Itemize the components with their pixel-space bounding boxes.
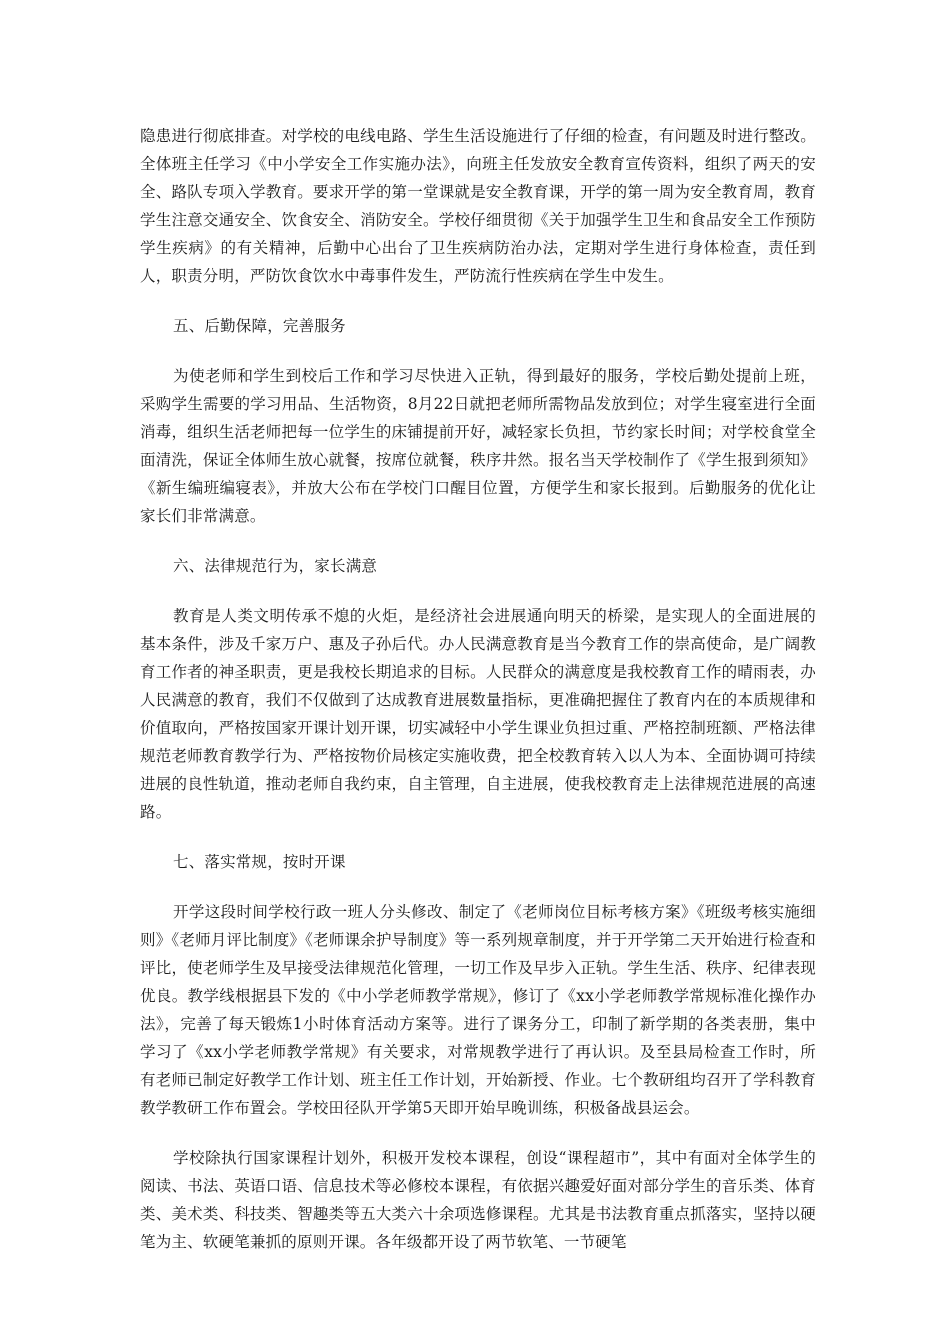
section-heading-legal-norms: 六、法律规范行为，家长满意 <box>173 557 378 575</box>
paragraph-curriculum: 学校除执行国家课程计划外，积极开发校本课程，创设“课程超市”，其中有面对全体学生的阅读、书法、英语口语、信息技术等必修校本课程，有依据兴趣爱好面对部分学生的音乐类、体育类、美术类、科技类、智趣类等五大类六十余项选修课程。尤其是书法教育重点抓落实，坚持以硬笔为主、软硬笔兼抓的原则开课。各年级都开设了两节软笔、一节硬笔 <box>140 1149 816 1251</box>
document-page <box>140 122 816 1256</box>
paragraph-safety-check: 隐患进行彻底排查。对学校的电线电路、学生生活设施进行了仔细的检查，有问题及时进行整改。全体班主任学习《中小学安全工作实施办法》，向班主任发放安全教育宣传资料，组织了两天的安全、路队专项入学教育。要求开学的第一堂课就是安全教育课，开学的第一周为安全教育周，教育学生注意交通安全、饮食安全、消防安全。学校仔细贯彻《关于加强学生卫生和食品安全工作预防学生疾病》的有关精神，后勤中心出台了卫生疾病防治办法，定期对学生进行身体检查，责任到人，职责分明，严防饮食饮水中毒事件发生，严防流行性疾病在学生中发生。 <box>140 127 816 285</box>
section-heading-routine: 七、落实常规，按时开课 <box>173 853 346 871</box>
paragraph-logistics: 为使老师和学生到校后工作和学习尽快进入正轨，得到最好的服务，学校后勤处提前上班，采购学生需要的学习用品、生活物资，8月22日就把老师所需物品发放到位；对学生寝室进行全面消毒，组织生活老师把每一位学生的床铺提前开好，减轻家长负担，节约家长时间；对学校食堂全面清洗，保证全体师生放心就餐，按席位就餐，秩序井然。报名当天学校制作了《学生报到须知》《新生编班编寝表》，并放大公布在学校门口醒目位置，方便学生和家长报到。后勤服务的优化让家长们非常满意。 <box>140 367 816 525</box>
paragraph-legal-norms: 教育是人类文明传承不熄的火炬，是经济社会进展通向明天的桥梁，是实现人的全面进展的基本条件，涉及千家万户、惠及子孙后代。办人民满意教育是当今教育工作的崇高使命，是广阔教育工作者的神圣职责，更是我校长期追求的目标。人民群众的满意度是我校教育工作的晴雨表，办人民满意的教育，我们不仅做到了达成教育进展数量指标，更准确把握住了教育内在的本质规律和价值取向，严格按国家开课计划开课，切实减轻中小学生课业负担过重、严格控制班额、严格法律规范老师教育教学行为、严格按物价局核定实施收费，把全校教育转入以人为本、全面协调可持续进展的良性轨道，推动老师自我约束，自主管理，自主进展，使我校教育走上法律规范进展的高速路。 <box>140 607 816 821</box>
section-heading-logistics: 五、后勤保障，完善服务 <box>173 317 346 335</box>
paragraph-routine: 开学这段时间学校行政一班人分头修改、制定了《老师岗位目标考核方案》《班级考核实施细则》《老师月评比制度》《老师课余护导制度》等一系列规章制度，并于开学第二天开始进行检查和评比，使老师学生及早接受法律规范化管理，一切工作及早步入正轨。学生生活、秩序、纪律表现优良。教学线根据县下发的《中小学老师教学常规》，修订了《xx小学老师教学常规标准化操作办法》，完善了每天锻炼1小时体育活动方案等。进行了课务分工，印制了新学期的各类表册，集中学习了《xx小学老师教学常规》有关要求，对常规教学进行了再认识。及至县局检查工作时，所有老师已制定好教学工作计划、班主任工作计划，开始新授、作业。七个教研组均召开了学科教育教学教研工作布置会。学校田径队开学第5天即开始早晚训练，积极备战县运会。 <box>140 903 816 1117</box>
